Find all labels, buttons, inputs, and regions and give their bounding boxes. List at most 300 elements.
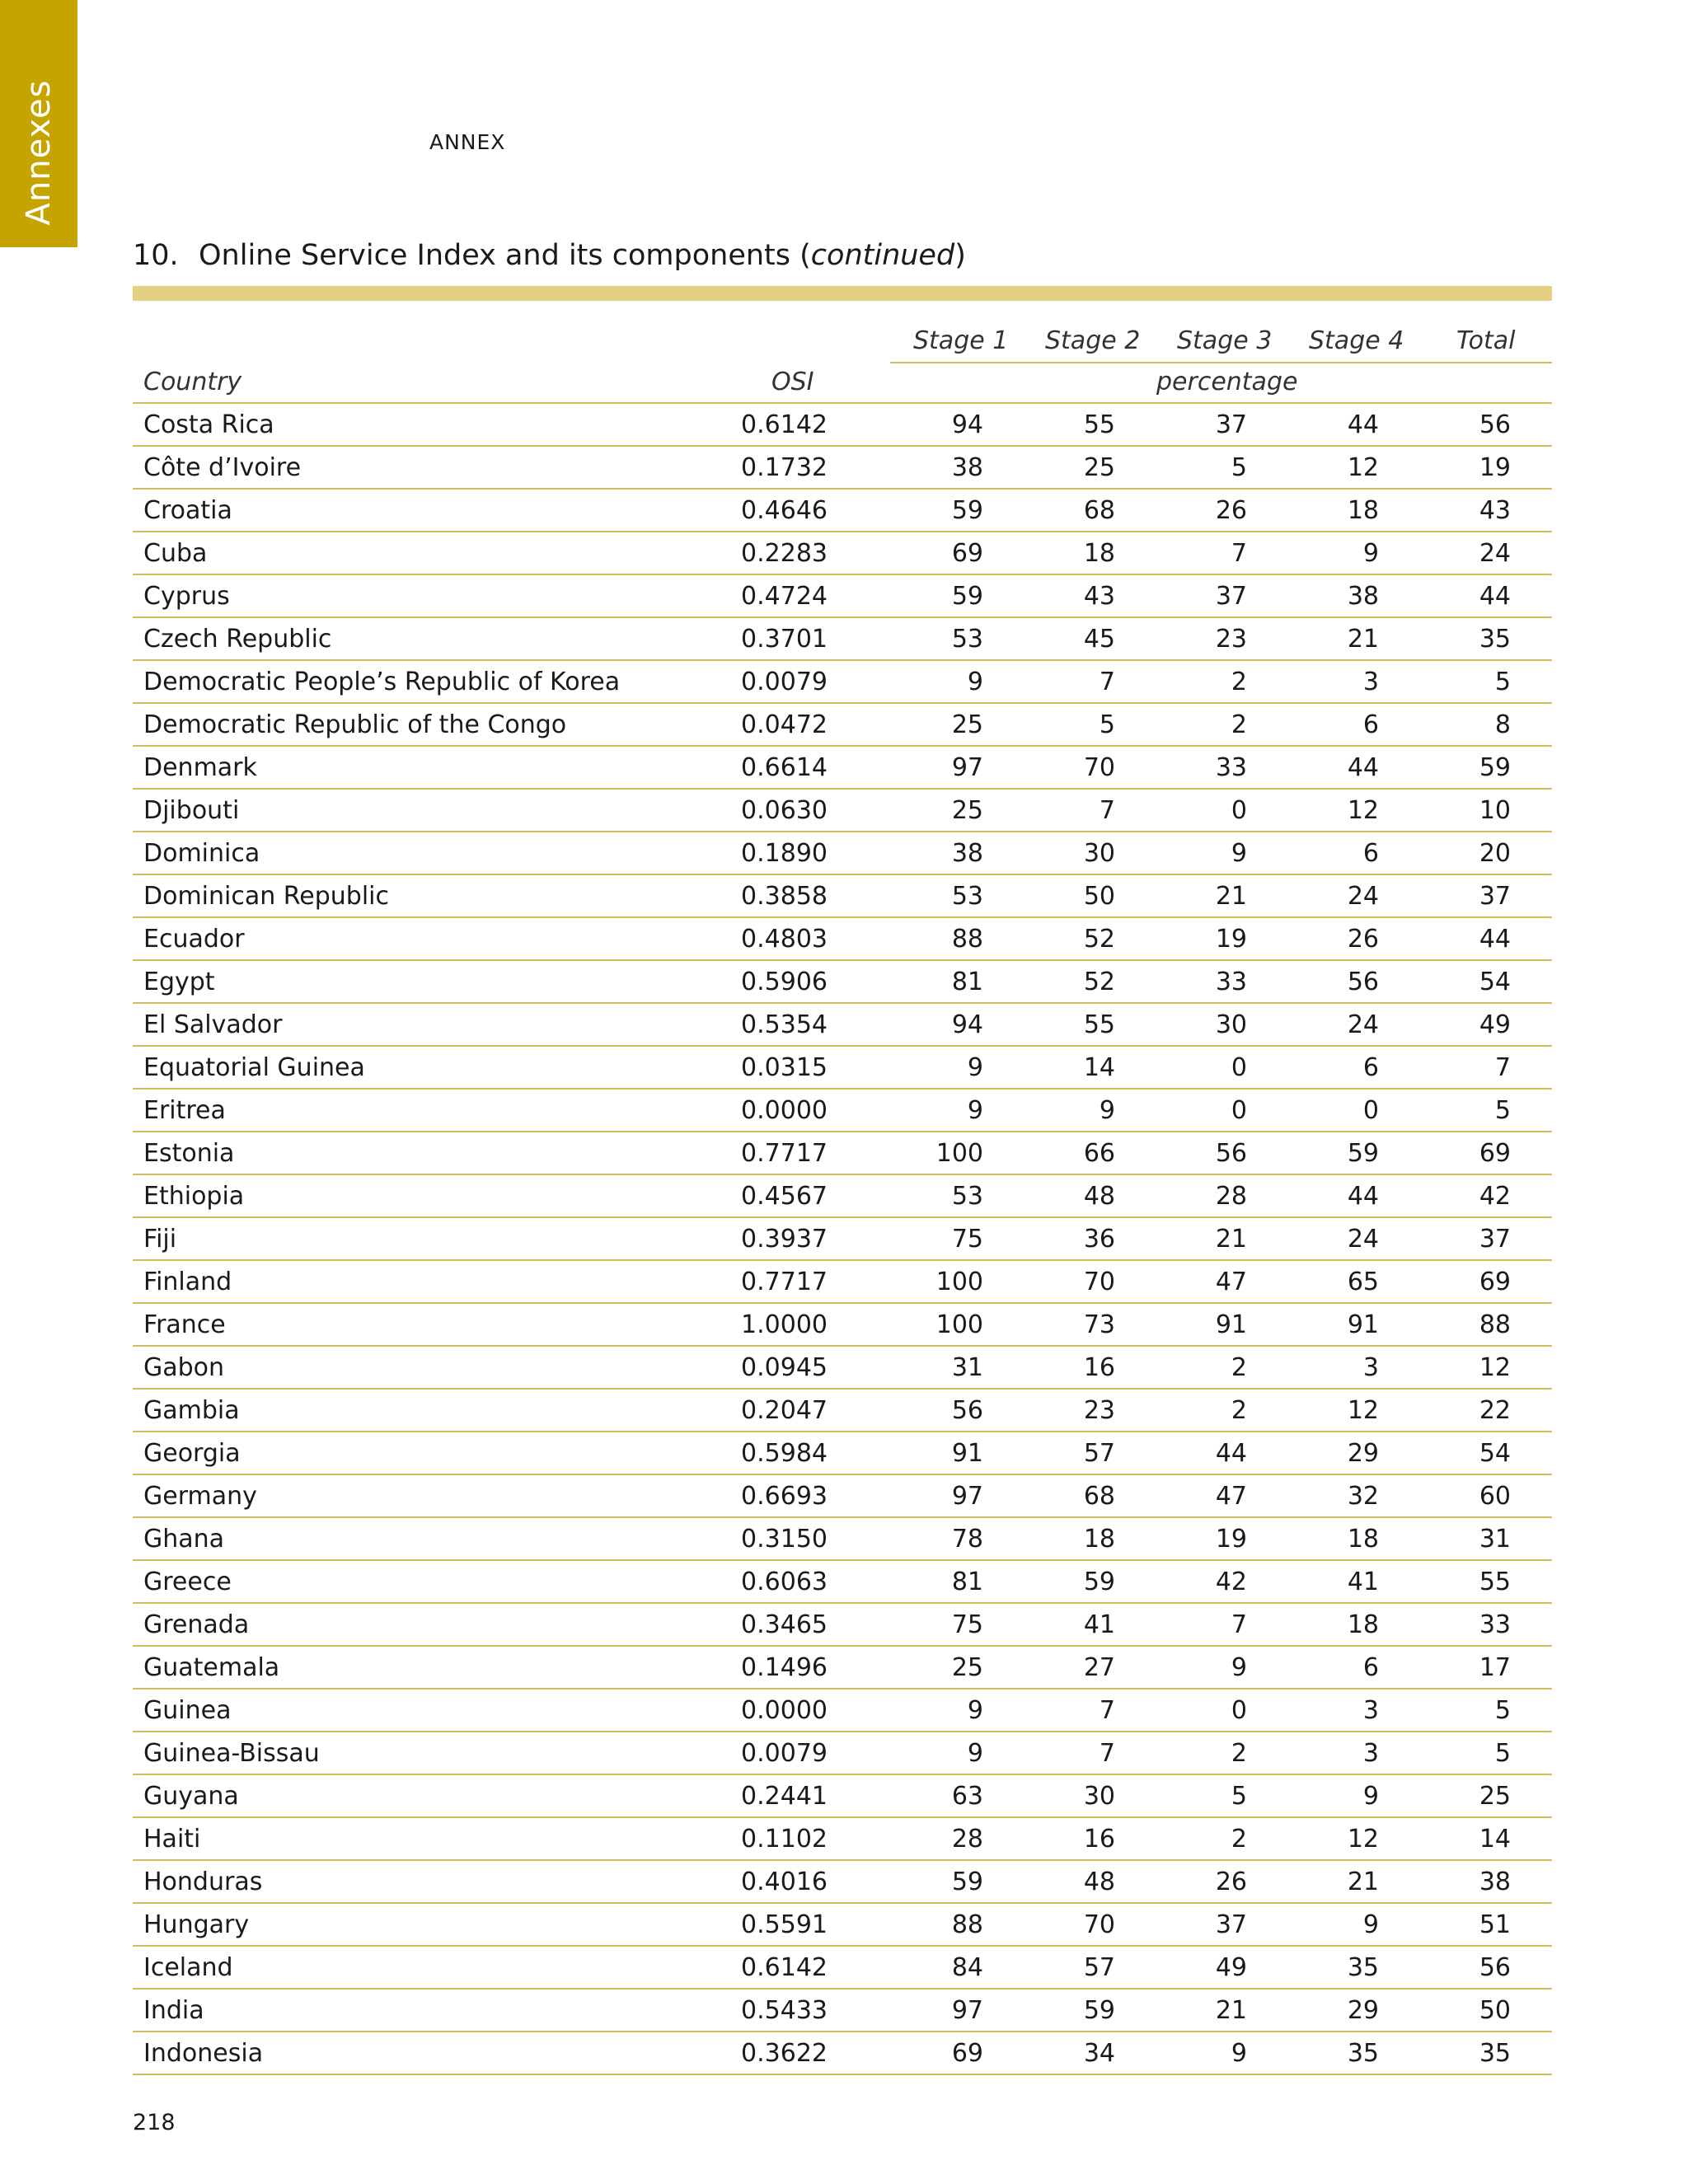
country-cell: Djibouti bbox=[143, 796, 240, 825]
stage3-cell: 2 bbox=[1231, 1825, 1247, 1854]
table-row bbox=[133, 1004, 1552, 1047]
total-cell: 55 bbox=[1479, 1568, 1511, 1596]
table-number: 10. bbox=[133, 239, 179, 272]
stage1-cell: 28 bbox=[951, 1825, 983, 1854]
stage2-cell: 7 bbox=[1099, 1696, 1115, 1725]
stage1-cell: 69 bbox=[951, 539, 983, 568]
col-head-stage4: Stage 4 bbox=[1309, 326, 1404, 355]
total-cell: 54 bbox=[1479, 968, 1511, 996]
stage1-cell: 31 bbox=[951, 1353, 983, 1382]
table-row bbox=[133, 832, 1552, 875]
stage1-cell: 97 bbox=[951, 1996, 983, 2025]
stage1-cell: 81 bbox=[951, 968, 983, 996]
stage2-cell: 55 bbox=[1083, 410, 1115, 439]
stage2-cell: 41 bbox=[1083, 1610, 1115, 1639]
table-row bbox=[133, 575, 1552, 618]
country-cell: Estonia bbox=[143, 1139, 235, 1168]
table-row bbox=[133, 704, 1552, 747]
country-cell: Iceland bbox=[143, 1953, 233, 1982]
stage3-cell: 0 bbox=[1231, 1096, 1247, 1125]
country-cell: El Salvador bbox=[143, 1010, 283, 1039]
stage2-cell: 50 bbox=[1083, 882, 1115, 911]
stage4-cell: 3 bbox=[1362, 668, 1379, 696]
country-cell: Greece bbox=[143, 1568, 232, 1596]
total-cell: 24 bbox=[1479, 539, 1511, 568]
stage4-cell: 3 bbox=[1362, 1739, 1379, 1768]
osi-cell: 0.0079 bbox=[741, 668, 828, 696]
osi-cell: 0.4646 bbox=[741, 496, 828, 525]
stage1-cell: 9 bbox=[967, 1096, 983, 1125]
stage3-cell: 91 bbox=[1215, 1310, 1247, 1339]
stage2-cell: 16 bbox=[1083, 1353, 1115, 1382]
osi-cell: 0.7717 bbox=[741, 1139, 828, 1168]
country-cell: Gambia bbox=[143, 1396, 240, 1425]
osi-cell: 0.6142 bbox=[741, 1953, 828, 1982]
stage3-cell: 9 bbox=[1231, 2039, 1247, 2068]
table-row bbox=[133, 747, 1552, 790]
country-cell: Croatia bbox=[143, 496, 232, 525]
total-cell: 56 bbox=[1479, 410, 1511, 439]
stage4-cell: 59 bbox=[1347, 1139, 1379, 1168]
stage2-cell: 68 bbox=[1083, 1482, 1115, 1511]
country-cell: Grenada bbox=[143, 1610, 250, 1639]
total-cell: 25 bbox=[1479, 1782, 1511, 1811]
stage2-cell: 18 bbox=[1083, 1525, 1115, 1554]
osi-cell: 0.0079 bbox=[741, 1739, 828, 1768]
stage3-cell: 0 bbox=[1231, 1053, 1247, 1082]
total-cell: 10 bbox=[1479, 796, 1511, 825]
stage1-cell: 38 bbox=[951, 453, 983, 482]
stage2-cell: 23 bbox=[1083, 1396, 1115, 1425]
country-cell: Cyprus bbox=[143, 582, 230, 611]
country-cell: Denmark bbox=[143, 753, 257, 782]
annexes-side-tab bbox=[0, 0, 77, 247]
stage2-cell: 30 bbox=[1083, 1782, 1115, 1811]
country-cell: Dominican Republic bbox=[143, 882, 390, 911]
stage4-cell: 24 bbox=[1347, 1225, 1379, 1254]
country-cell: Czech Republic bbox=[143, 625, 332, 654]
stage1-cell: 9 bbox=[967, 1739, 983, 1768]
table-row bbox=[133, 618, 1552, 661]
stage1-cell: 59 bbox=[951, 496, 983, 525]
stage2-cell: 43 bbox=[1083, 582, 1115, 611]
stage1-cell: 100 bbox=[935, 1310, 983, 1339]
stage4-cell: 44 bbox=[1347, 1182, 1379, 1211]
country-cell: Egypt bbox=[143, 968, 215, 996]
stage4-cell: 29 bbox=[1347, 1996, 1379, 2025]
country-cell: Cuba bbox=[143, 539, 208, 568]
total-cell: 60 bbox=[1479, 1482, 1511, 1511]
stage1-cell: 97 bbox=[951, 753, 983, 782]
table-body bbox=[133, 404, 1552, 2075]
stage3-cell: 7 bbox=[1231, 539, 1247, 568]
osi-cell: 0.1102 bbox=[741, 1825, 828, 1854]
stage4-cell: 24 bbox=[1347, 882, 1379, 911]
country-cell: Germany bbox=[143, 1482, 257, 1511]
stage4-cell: 41 bbox=[1347, 1568, 1379, 1596]
stage1-cell: 9 bbox=[967, 668, 983, 696]
stage3-cell: 30 bbox=[1215, 1010, 1247, 1039]
stage1-cell: 25 bbox=[951, 710, 983, 739]
stage2-cell: 48 bbox=[1083, 1868, 1115, 1896]
stage2-cell: 16 bbox=[1083, 1825, 1115, 1854]
stage1-cell: 9 bbox=[967, 1696, 983, 1725]
osi-cell: 0.3858 bbox=[741, 882, 828, 911]
stage4-cell: 29 bbox=[1347, 1439, 1379, 1468]
table-row bbox=[133, 1990, 1552, 2032]
stage4-cell: 35 bbox=[1347, 1953, 1379, 1982]
total-cell: 88 bbox=[1479, 1310, 1511, 1339]
stage1-cell: 75 bbox=[951, 1610, 983, 1639]
stage4-cell: 35 bbox=[1347, 2039, 1379, 2068]
stage3-cell: 37 bbox=[1215, 582, 1247, 611]
country-cell: France bbox=[143, 1310, 226, 1339]
stage4-cell: 44 bbox=[1347, 753, 1379, 782]
stage3-cell: 21 bbox=[1215, 882, 1247, 911]
stage3-cell: 7 bbox=[1231, 1610, 1247, 1639]
stage3-cell: 47 bbox=[1215, 1482, 1247, 1511]
stage4-cell: 3 bbox=[1362, 1353, 1379, 1382]
stage4-cell: 21 bbox=[1347, 625, 1379, 654]
stage4-cell: 21 bbox=[1347, 1868, 1379, 1896]
table-row bbox=[133, 1261, 1552, 1304]
stage2-cell: 70 bbox=[1083, 1268, 1115, 1296]
stage3-cell: 47 bbox=[1215, 1268, 1247, 1296]
stage4-cell: 44 bbox=[1347, 410, 1379, 439]
stage1-cell: 88 bbox=[951, 925, 983, 954]
table-row bbox=[133, 961, 1552, 1004]
osi-cell: 0.6614 bbox=[741, 753, 828, 782]
country-cell: Côte d’Ivoire bbox=[143, 453, 302, 482]
stage-header-rule bbox=[890, 362, 1552, 363]
stage1-cell: 97 bbox=[951, 1482, 983, 1511]
osi-cell: 0.0472 bbox=[741, 710, 828, 739]
table-row bbox=[133, 1218, 1552, 1261]
stage2-cell: 7 bbox=[1099, 796, 1115, 825]
stage1-cell: 53 bbox=[951, 625, 983, 654]
stage2-cell: 34 bbox=[1083, 2039, 1115, 2068]
country-cell: Ecuador bbox=[143, 925, 245, 954]
stage4-cell: 9 bbox=[1362, 539, 1379, 568]
stage1-cell: 56 bbox=[951, 1396, 983, 1425]
stage2-cell: 52 bbox=[1083, 925, 1115, 954]
table-row bbox=[133, 1047, 1552, 1090]
total-cell: 12 bbox=[1479, 1353, 1511, 1382]
osi-cell: 0.2047 bbox=[741, 1396, 828, 1425]
stage3-cell: 2 bbox=[1231, 1739, 1247, 1768]
stage4-cell: 9 bbox=[1362, 1910, 1379, 1939]
stage3-cell: 37 bbox=[1215, 1910, 1247, 1939]
stage4-cell: 6 bbox=[1362, 839, 1379, 868]
table-title-end: ) bbox=[954, 239, 966, 272]
stage3-cell: 19 bbox=[1215, 925, 1247, 954]
total-cell: 5 bbox=[1494, 1739, 1511, 1768]
table-row bbox=[133, 1775, 1552, 1818]
table-row bbox=[133, 1947, 1552, 1990]
stage3-cell: 42 bbox=[1215, 1568, 1247, 1596]
table-row bbox=[133, 1904, 1552, 1947]
table-row bbox=[133, 790, 1552, 832]
stage4-cell: 12 bbox=[1347, 796, 1379, 825]
total-cell: 20 bbox=[1479, 839, 1511, 868]
stage2-cell: 25 bbox=[1083, 453, 1115, 482]
col-head-total: Total bbox=[1456, 326, 1516, 355]
total-cell: 69 bbox=[1479, 1139, 1511, 1168]
total-cell: 51 bbox=[1479, 1910, 1511, 1939]
total-cell: 8 bbox=[1494, 710, 1511, 739]
osi-cell: 0.5354 bbox=[741, 1010, 828, 1039]
total-cell: 19 bbox=[1479, 453, 1511, 482]
stage4-cell: 56 bbox=[1347, 968, 1379, 996]
stage3-cell: 21 bbox=[1215, 1996, 1247, 2025]
stage1-cell: 88 bbox=[951, 1910, 983, 1939]
osi-cell: 0.0315 bbox=[741, 1053, 828, 1082]
total-cell: 54 bbox=[1479, 1439, 1511, 1468]
stage4-cell: 26 bbox=[1347, 925, 1379, 954]
stage2-cell: 7 bbox=[1099, 1739, 1115, 1768]
total-cell: 59 bbox=[1479, 753, 1511, 782]
stage3-cell: 33 bbox=[1215, 753, 1247, 782]
stage3-cell: 5 bbox=[1231, 453, 1247, 482]
table-row bbox=[133, 1175, 1552, 1218]
stage1-cell: 75 bbox=[951, 1225, 983, 1254]
total-cell: 5 bbox=[1494, 668, 1511, 696]
table-row bbox=[133, 1304, 1552, 1347]
col-head-stage1: Stage 1 bbox=[913, 326, 1009, 355]
country-cell: Ethiopia bbox=[143, 1182, 245, 1211]
total-cell: 22 bbox=[1479, 1396, 1511, 1425]
table-row bbox=[133, 2032, 1552, 2075]
stage4-cell: 12 bbox=[1347, 1825, 1379, 1854]
table-row bbox=[133, 1732, 1552, 1775]
stage3-cell: 2 bbox=[1231, 668, 1247, 696]
osi-cell: 0.4803 bbox=[741, 925, 828, 954]
table-row bbox=[133, 1861, 1552, 1904]
stage2-cell: 48 bbox=[1083, 1182, 1115, 1211]
stage3-cell: 23 bbox=[1215, 625, 1247, 654]
stage1-cell: 94 bbox=[951, 1010, 983, 1039]
stage4-cell: 65 bbox=[1347, 1268, 1379, 1296]
total-cell: 69 bbox=[1479, 1268, 1511, 1296]
stage2-cell: 45 bbox=[1083, 625, 1115, 654]
country-cell: Equatorial Guinea bbox=[143, 1053, 365, 1082]
stage4-cell: 24 bbox=[1347, 1010, 1379, 1039]
osi-cell: 0.0630 bbox=[741, 796, 828, 825]
total-cell: 44 bbox=[1479, 582, 1511, 611]
stage3-cell: 56 bbox=[1215, 1139, 1247, 1168]
country-cell: Costa Rica bbox=[143, 410, 274, 439]
table-row bbox=[133, 1090, 1552, 1132]
table-row bbox=[133, 661, 1552, 704]
osi-cell: 0.1732 bbox=[741, 453, 828, 482]
stage1-cell: 94 bbox=[951, 410, 983, 439]
table-row bbox=[133, 918, 1552, 961]
col-head-stage3: Stage 3 bbox=[1177, 326, 1273, 355]
osi-cell: 0.3150 bbox=[741, 1525, 828, 1554]
osi-cell: 0.0000 bbox=[741, 1096, 828, 1125]
stage2-cell: 70 bbox=[1083, 1910, 1115, 1939]
table-row bbox=[133, 1604, 1552, 1647]
osi-cell: 0.0945 bbox=[741, 1353, 828, 1382]
stage1-cell: 100 bbox=[935, 1139, 983, 1168]
table-row bbox=[133, 1347, 1552, 1390]
country-cell: Indonesia bbox=[143, 2039, 264, 2068]
stage3-cell: 2 bbox=[1231, 1396, 1247, 1425]
osi-cell: 0.0000 bbox=[741, 1696, 828, 1725]
osi-cell: 0.5984 bbox=[741, 1439, 828, 1468]
osi-cell: 0.6693 bbox=[741, 1482, 828, 1511]
stage4-cell: 18 bbox=[1347, 496, 1379, 525]
osi-cell: 0.5906 bbox=[741, 968, 828, 996]
stage2-cell: 52 bbox=[1083, 968, 1115, 996]
table-row bbox=[133, 1647, 1552, 1690]
col-head-osi: OSI bbox=[771, 368, 814, 396]
country-cell: Democratic Republic of the Congo bbox=[143, 710, 567, 739]
osi-cell: 0.6063 bbox=[741, 1568, 828, 1596]
stage4-cell: 6 bbox=[1362, 710, 1379, 739]
col-head-country: Country bbox=[143, 368, 242, 396]
osi-cell: 0.4724 bbox=[741, 582, 828, 611]
total-cell: 56 bbox=[1479, 1953, 1511, 1982]
country-cell: Haiti bbox=[143, 1825, 201, 1854]
total-cell: 33 bbox=[1479, 1610, 1511, 1639]
total-cell: 37 bbox=[1479, 1225, 1511, 1254]
table-row bbox=[133, 875, 1552, 918]
stage3-cell: 44 bbox=[1215, 1439, 1247, 1468]
stage4-cell: 38 bbox=[1347, 582, 1379, 611]
running-header: ANNEX bbox=[429, 130, 506, 154]
osi-cell: 0.5591 bbox=[741, 1910, 828, 1939]
table-row bbox=[133, 1475, 1552, 1518]
total-cell: 7 bbox=[1494, 1053, 1511, 1082]
stage1-cell: 59 bbox=[951, 1868, 983, 1896]
table-row bbox=[133, 1390, 1552, 1432]
stage3-cell: 28 bbox=[1215, 1182, 1247, 1211]
total-cell: 44 bbox=[1479, 925, 1511, 954]
osi-cell: 0.2441 bbox=[741, 1782, 828, 1811]
stage4-cell: 91 bbox=[1347, 1310, 1379, 1339]
stage1-cell: 53 bbox=[951, 882, 983, 911]
osi-cell: 0.4567 bbox=[741, 1182, 828, 1211]
osi-cell: 0.4016 bbox=[741, 1868, 828, 1896]
country-cell: Guinea bbox=[143, 1696, 232, 1725]
stage3-cell: 2 bbox=[1231, 710, 1247, 739]
stage2-cell: 7 bbox=[1099, 668, 1115, 696]
total-cell: 17 bbox=[1479, 1653, 1511, 1682]
stage2-cell: 55 bbox=[1083, 1010, 1115, 1039]
stage4-cell: 32 bbox=[1347, 1482, 1379, 1511]
table-row bbox=[133, 490, 1552, 532]
country-cell: Georgia bbox=[143, 1439, 241, 1468]
stage4-cell: 12 bbox=[1347, 1396, 1379, 1425]
total-cell: 38 bbox=[1479, 1868, 1511, 1896]
stage1-cell: 84 bbox=[951, 1953, 983, 1982]
table-row bbox=[133, 447, 1552, 490]
osi-cell: 0.6142 bbox=[741, 410, 828, 439]
osi-cell: 0.3937 bbox=[741, 1225, 828, 1254]
stage1-cell: 53 bbox=[951, 1182, 983, 1211]
stage4-cell: 12 bbox=[1347, 453, 1379, 482]
stage2-cell: 57 bbox=[1083, 1953, 1115, 1982]
stage2-cell: 27 bbox=[1083, 1653, 1115, 1682]
stage1-cell: 81 bbox=[951, 1568, 983, 1596]
stage1-cell: 9 bbox=[967, 1053, 983, 1082]
stage2-cell: 5 bbox=[1099, 710, 1115, 739]
osi-cell: 0.3622 bbox=[741, 2039, 828, 2068]
stage2-cell: 59 bbox=[1083, 1568, 1115, 1596]
stage3-cell: 0 bbox=[1231, 796, 1247, 825]
country-cell: Guinea-Bissau bbox=[143, 1739, 320, 1768]
total-cell: 5 bbox=[1494, 1696, 1511, 1725]
country-cell: Guatemala bbox=[143, 1653, 280, 1682]
title-rule bbox=[133, 286, 1552, 301]
table-row bbox=[133, 1690, 1552, 1732]
table-row bbox=[133, 1818, 1552, 1861]
table-row bbox=[133, 404, 1552, 447]
osi-cell: 0.5433 bbox=[741, 1996, 828, 2025]
osi-cell: 0.7717 bbox=[741, 1268, 828, 1296]
stage3-cell: 21 bbox=[1215, 1225, 1247, 1254]
country-cell: Hungary bbox=[143, 1910, 250, 1939]
stage2-cell: 9 bbox=[1099, 1096, 1115, 1125]
country-cell: Honduras bbox=[143, 1868, 263, 1896]
stage3-cell: 26 bbox=[1215, 1868, 1247, 1896]
stage1-cell: 78 bbox=[951, 1525, 983, 1554]
stage3-cell: 49 bbox=[1215, 1953, 1247, 1982]
country-cell: Gabon bbox=[143, 1353, 225, 1382]
country-cell: Fiji bbox=[143, 1225, 177, 1254]
page-number: 218 bbox=[133, 2110, 176, 2135]
osi-cell: 0.1890 bbox=[741, 839, 828, 868]
col-head-unit: percentage bbox=[1156, 368, 1298, 396]
stage2-cell: 68 bbox=[1083, 496, 1115, 525]
stage3-cell: 9 bbox=[1231, 1653, 1247, 1682]
stage4-cell: 3 bbox=[1362, 1696, 1379, 1725]
stage4-cell: 6 bbox=[1362, 1053, 1379, 1082]
stage1-cell: 38 bbox=[951, 839, 983, 868]
stage4-cell: 9 bbox=[1362, 1782, 1379, 1811]
country-cell: Guyana bbox=[143, 1782, 239, 1811]
total-cell: 50 bbox=[1479, 1996, 1511, 2025]
country-cell: Eritrea bbox=[143, 1096, 226, 1125]
table-title bbox=[133, 239, 966, 272]
stage2-cell: 73 bbox=[1083, 1310, 1115, 1339]
osi-cell: 1.0000 bbox=[741, 1310, 828, 1339]
stage2-cell: 57 bbox=[1083, 1439, 1115, 1468]
total-cell: 31 bbox=[1479, 1525, 1511, 1554]
side-tab-label: Annexes bbox=[20, 79, 58, 226]
stage3-cell: 9 bbox=[1231, 839, 1247, 868]
stage1-cell: 91 bbox=[951, 1439, 983, 1468]
stage1-cell: 100 bbox=[935, 1268, 983, 1296]
stage4-cell: 6 bbox=[1362, 1653, 1379, 1682]
total-cell: 43 bbox=[1479, 496, 1511, 525]
stage2-cell: 18 bbox=[1083, 539, 1115, 568]
stage1-cell: 63 bbox=[951, 1782, 983, 1811]
country-cell: India bbox=[143, 1996, 204, 2025]
stage1-cell: 69 bbox=[951, 2039, 983, 2068]
stage2-cell: 14 bbox=[1083, 1053, 1115, 1082]
total-cell: 35 bbox=[1479, 625, 1511, 654]
table-row bbox=[133, 1561, 1552, 1604]
stage2-cell: 36 bbox=[1083, 1225, 1115, 1254]
country-cell: Democratic People’s Republic of Korea bbox=[143, 668, 621, 696]
stage4-cell: 18 bbox=[1347, 1525, 1379, 1554]
table-row bbox=[133, 1518, 1552, 1561]
stage1-cell: 59 bbox=[951, 582, 983, 611]
stage3-cell: 19 bbox=[1215, 1525, 1247, 1554]
stage1-cell: 25 bbox=[951, 796, 983, 825]
